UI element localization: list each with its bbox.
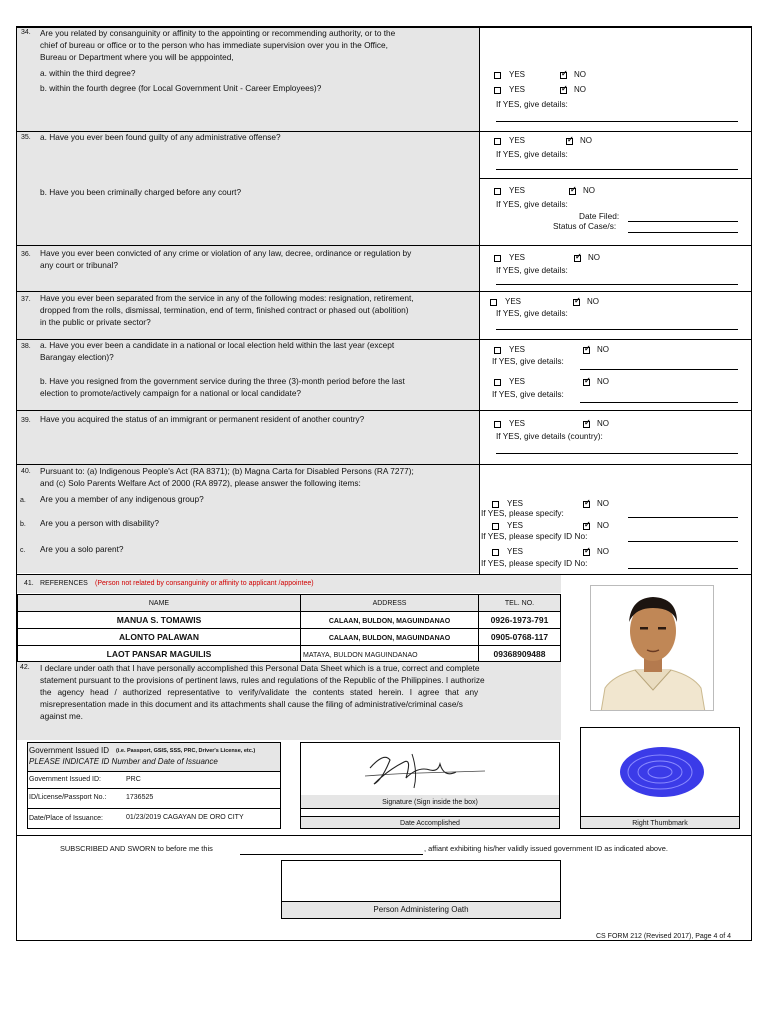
q40c-letter: c. [20, 547, 26, 554]
q40c-specify-label: If YES, please specify ID No: [481, 558, 588, 568]
gov-id-divider [27, 788, 281, 789]
person-administering-oath-label: Person Administering Oath [373, 905, 469, 914]
q39-details-label: If YES, give details (country): [496, 431, 603, 441]
q36-number: 36. [21, 251, 31, 258]
q35-date-filed-label: Date Filed: [579, 211, 620, 221]
row-divider [17, 245, 751, 246]
q40a-specify-field[interactable] [628, 517, 738, 518]
yes-label: YES [509, 419, 526, 428]
ref-header-tel: TEL. NO. [504, 600, 535, 607]
q38a-line1: a. Have you ever been a candidate in a national or local election held within the last year (except [40, 340, 395, 350]
q38b-line2: election to promote/actively campaign for a national or local candidate? [40, 388, 302, 398]
q42-number: 42. [20, 664, 30, 671]
yes-label: YES [509, 70, 526, 79]
row-divider [17, 410, 751, 411]
declaration-line-3: the agency head / authorized representative to verify/validate the contents stated herein. I agree that any [40, 687, 479, 697]
q34-line1: Are you related by consanguinity or affinity to the appointing or recommending authority, or to the [40, 28, 396, 38]
oath-text-a: SUBSCRIBED AND SWORN to before me this [60, 844, 213, 853]
gov-id-date-value[interactable]: 01/23/2019 CAGAYAN DE ORO CITY [126, 814, 244, 821]
q40c-text: Are you a solo parent? [40, 544, 124, 554]
q39-yes-checkbox[interactable] [494, 421, 501, 428]
q34b-no-checkbox[interactable] [560, 87, 567, 94]
q37-line1: Have you ever been separated from the service in any of the following modes: resignation, retirement, [40, 293, 414, 303]
ref-row-1-address: CALAAN, BULDON, MAGUINDANAO [328, 618, 451, 625]
q35a-details-field[interactable] [496, 169, 738, 170]
q37-no-checkbox[interactable] [573, 299, 580, 306]
no-label: NO [574, 85, 586, 94]
no-label: NO [588, 253, 600, 262]
q39-number: 39. [21, 417, 31, 424]
gov-id-type-label: Government Issued ID: [29, 776, 101, 783]
q34-details-label: If YES, give details: [496, 99, 568, 109]
q34a-no-checkbox[interactable] [560, 72, 567, 79]
q35a-yes-checkbox[interactable] [494, 138, 501, 145]
q38b-no-checkbox[interactable] [583, 379, 590, 386]
gov-id-type-value[interactable]: PRC [126, 776, 141, 783]
q35b-yes-checkbox[interactable] [494, 188, 501, 195]
gov-id-title-note: (i.e. Passport, GSIS, SSS, PRC, Driver's License, etc.) [116, 748, 256, 754]
thumbprint-mark [612, 738, 712, 808]
q38a-details-field[interactable] [580, 369, 738, 370]
q40-line2: and (c) Solo Parents Welfare Act of 2000 (RA 8972), please answer the following items: [40, 478, 361, 488]
ref-row-2-tel: 0905-0768-117 [490, 632, 549, 642]
q37-yes-checkbox[interactable] [490, 299, 497, 306]
q40a-no-checkbox[interactable] [583, 501, 590, 508]
q36-details-field[interactable] [496, 284, 738, 285]
no-label: NO [597, 499, 609, 508]
yes-label: YES [509, 377, 526, 386]
references-note: (Person not related by consanguinity or affinity to applicant /appointee) [95, 580, 314, 587]
q35-date-filed-field[interactable] [628, 221, 738, 222]
q40c-specify-field[interactable] [628, 568, 738, 569]
no-label: NO [597, 377, 609, 386]
q37-details-field[interactable] [496, 329, 738, 330]
q40b-specify-label: If YES, please specify ID No: [481, 531, 588, 541]
no-label: NO [597, 521, 609, 530]
id-photo [590, 585, 714, 711]
gov-id-number-label: ID/License/Passport No.: [29, 794, 107, 801]
table-divider [17, 628, 561, 629]
q41-number: 41. [24, 580, 34, 587]
table-divider [17, 645, 561, 646]
row-divider [17, 464, 751, 465]
q39-text: Have you acquired the status of an immigrant or permanent resident of another country? [40, 414, 365, 424]
gov-id-date-label: Date/Place of Issuance: [29, 815, 103, 822]
q34-number: 34. [21, 29, 31, 36]
ref-row-2-name: ALONTO PALAWAN [119, 632, 199, 642]
references-title: REFERENCES [40, 580, 88, 587]
q35a-no-checkbox[interactable] [566, 138, 573, 145]
oath-divider [17, 835, 751, 836]
no-label: NO [583, 186, 595, 195]
q38b-details-field[interactable] [580, 402, 738, 403]
q40a-text: Are you a member of any indigenous group? [40, 494, 204, 504]
declaration-line-2: statement pursuant to the provisions of pertinent laws, rules and regulations of the Republic of the Philippines. I authorize [40, 675, 485, 685]
q40-number: 40. [21, 468, 31, 475]
yes-label: YES [507, 521, 524, 530]
row-divider [17, 291, 751, 292]
q40b-no-checkbox[interactable] [583, 523, 590, 530]
no-label: NO [597, 547, 609, 556]
date-accomplished-label: Date Accomplished [400, 820, 460, 827]
q40c-no-checkbox[interactable] [583, 549, 590, 556]
no-label: NO [587, 297, 599, 306]
signature-caption: Signature (Sign inside the box) [382, 799, 478, 806]
yes-label: YES [509, 85, 526, 94]
q34-details-field[interactable] [496, 121, 738, 122]
q35a-details-label: If YES, give details: [496, 149, 568, 159]
no-label: NO [597, 419, 609, 428]
q40b-text: Are you a person with disability? [40, 518, 159, 528]
q40b-letter: b. [20, 521, 26, 528]
q35b-no-checkbox[interactable] [569, 188, 576, 195]
column-divider [479, 28, 480, 574]
no-label: NO [574, 70, 586, 79]
q37-details-label: If YES, give details: [496, 308, 568, 318]
thumbmark-caption: Right Thumbmark [632, 820, 688, 827]
ref-row-1-tel: 0926-1973-791 [490, 615, 549, 625]
no-label: NO [597, 345, 609, 354]
gov-id-title: Government Issued ID [29, 746, 110, 755]
ref-row-3-name: LAOT PANSAR MAGUILIS [106, 649, 212, 659]
oath-date-field[interactable] [240, 854, 423, 855]
signature-divider [300, 808, 560, 809]
q38a-details-label: If YES, give details: [492, 356, 564, 366]
q38b-yes-checkbox[interactable] [494, 379, 501, 386]
gov-id-divider [27, 771, 281, 772]
oath-text-b: , affiant exhibiting his/her validly issued government ID as indicated above. [424, 844, 668, 853]
q38b-details-label: If YES, give details: [492, 389, 564, 399]
form-footer: CS FORM 212 (Revised 2017), Page 4 of 4 [596, 933, 732, 940]
no-label: NO [580, 136, 592, 145]
gov-id-subtitle: PLEASE INDICATE ID Number and Date of Issuance [29, 757, 218, 766]
q37-line3: in the public or private sector? [40, 317, 151, 327]
q40a-letter: a. [20, 497, 26, 504]
q38a-no-checkbox[interactable] [583, 347, 590, 354]
q40a-yes-checkbox[interactable] [492, 501, 499, 508]
ref-header-name: NAME [148, 600, 170, 607]
q38-number: 38. [21, 343, 31, 350]
ref-row-2-address: CALAAN, BULDON, MAGUINDANAO [328, 635, 451, 642]
q39-details-field[interactable] [496, 453, 738, 454]
q34a-yes-checkbox[interactable] [494, 72, 501, 79]
q35b-details-label: If YES, give details: [496, 199, 568, 209]
q34b-yes-checkbox[interactable] [494, 87, 501, 94]
q36-yes-checkbox[interactable] [494, 255, 501, 262]
q40a-specify-label: If YES, please specify: [481, 508, 564, 518]
q38a-yes-checkbox[interactable] [494, 347, 501, 354]
q40b-specify-field[interactable] [628, 541, 738, 542]
oath-caption-divider [281, 901, 561, 902]
q35a-text: a. Have you ever been found guilty of any administrative offense? [40, 132, 281, 142]
ref-row-1-name: MANUA S. TOMAWIS [116, 615, 202, 625]
yes-label: YES [509, 253, 526, 262]
signature-mark [360, 748, 490, 792]
q38a-line2: Barangay election)? [40, 352, 114, 362]
q36-details-label: If YES, give details: [496, 265, 568, 275]
ref-row-3-tel: 09368909488 [493, 649, 546, 659]
yes-label: YES [507, 547, 524, 556]
q36-line1: Have you ever been convicted of any crime or violation of any law, decree, ordinance or regulation by [40, 248, 412, 258]
q37-line2: dropped from the rolls, dismissal, termination, end of term, finished contract or phased out (abolition) [40, 305, 409, 315]
q34-line2: chief of bureau or office or to the person who has immediate supervision over you in the Office, [40, 40, 388, 50]
q35b-text: b. Have you been criminally charged before any court? [40, 187, 242, 197]
q37-number: 37. [21, 296, 31, 303]
gov-id-number-value[interactable]: 1736525 [126, 794, 154, 801]
q39-no-checkbox[interactable] [583, 421, 590, 428]
q40c-yes-checkbox[interactable] [492, 549, 499, 556]
q36-no-checkbox[interactable] [574, 255, 581, 262]
yes-label: YES [509, 345, 526, 354]
ref-header-address: ADDRESS [372, 600, 407, 607]
yes-label: YES [507, 499, 524, 508]
q35-status-field[interactable] [628, 232, 738, 233]
q34b-text: b. within the fourth degree (for Local Government Unit - Career Employees)? [40, 83, 322, 93]
q34-line3: Bureau or Department where you will be apppointed, [40, 52, 234, 62]
gov-id-divider [27, 808, 281, 809]
declaration-line-4: misrepresentation made in this document and its attachments shall cause the filing of administrative/criminal case/s [40, 699, 463, 709]
declaration-line-1: I declare under oath that I have personally accomplished this Personal Data Sheet which is a true, correct and complete [40, 663, 480, 673]
table-divider [17, 611, 561, 612]
q36-line2: any court or tribunal? [40, 260, 118, 270]
q40b-yes-checkbox[interactable] [492, 523, 499, 530]
yes-label: YES [509, 136, 526, 145]
q35-number: 35. [21, 134, 31, 141]
yes-label: YES [505, 297, 522, 306]
q34a-text: a. within the third degree? [40, 68, 136, 78]
ref-row-3-address: MATAYA, BULDON MAGUINDANAO [303, 652, 418, 659]
declaration-line-5: against me. [40, 711, 83, 721]
yes-label: YES [509, 186, 526, 195]
signature-divider [300, 816, 560, 817]
row-divider [479, 178, 751, 179]
q40-line1: Pursuant to: (a) Indigenous People's Act (RA 8371); (b) Magna Carta for Disabled Persons (RA 7277); [40, 466, 414, 476]
q38b-line1: b. Have you resigned from the government service during the three (3)-month period before the last [40, 376, 405, 386]
q35-status-label: Status of Case/s: [553, 221, 617, 231]
